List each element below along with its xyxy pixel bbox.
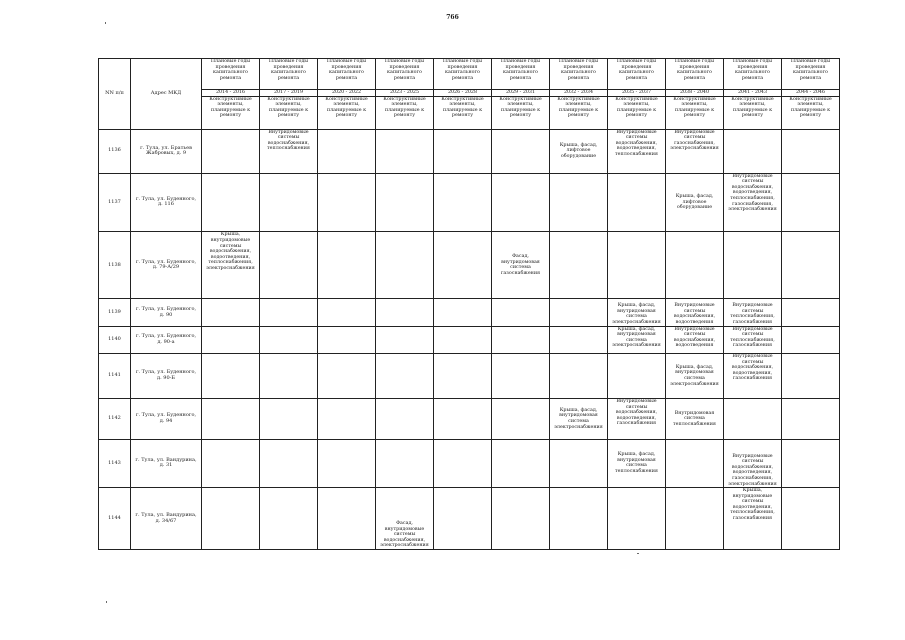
table-row [99, 353, 840, 398]
period-cell [492, 129, 550, 173]
period-cell [550, 173, 608, 232]
period-cell [434, 488, 492, 550]
period-cell [260, 326, 318, 353]
row-number: 1144 [99, 488, 131, 550]
period-cell: Внутридомовые системы водоснабжения, водоотведения, теплоснабжения, газоснабжения, электроснабжения [724, 173, 782, 232]
period-cell [550, 353, 608, 398]
row-address: г. Тула, ул. Буденного, д. 116 [131, 173, 202, 232]
table-row [99, 232, 840, 299]
row-number: 1142 [99, 399, 131, 440]
header-planned-years: Плановые годы проведения капитального ремонта [260, 59, 318, 90]
period-cell [434, 353, 492, 398]
row-number: 1137 [99, 173, 131, 232]
period-cell: Внутридомовые системы водоснабжения, водоотведения, газоснабжения [724, 353, 782, 398]
period-cell [434, 439, 492, 487]
row-address: г. Тула, ул. Вандурина, д. 34/67 [131, 488, 202, 550]
period-cell [318, 353, 376, 398]
row-address: г. Тула, ул. Буденного, д. 79-А/29 [131, 232, 202, 299]
header-elements: Конструктивные элементы, планируемые к ремонту [666, 96, 724, 129]
row-number: 1141 [99, 353, 131, 398]
period-cell [666, 488, 724, 550]
period-cell [318, 232, 376, 299]
row-address: г. Тула, ул. Буденного, д. 90 [131, 299, 202, 326]
period-cell [492, 399, 550, 440]
period-cell [318, 299, 376, 326]
header-elements: Конструктивные элементы, планируемые к ремонту [724, 96, 782, 129]
period-cell [202, 326, 260, 353]
row-address: г. Тула, ул. Вандурина, д. 31 [131, 439, 202, 487]
period-cell [376, 326, 434, 353]
period-cell [376, 173, 434, 232]
header-elements: Конструктивные элементы, планируемые к ремонту [550, 96, 608, 129]
period-cell [608, 353, 666, 398]
header-period: 2023 - 2025 [376, 90, 434, 97]
header-period: 2035 - 2037 [608, 90, 666, 97]
header-elements: Конструктивные элементы, планируемые к ремонту [434, 96, 492, 129]
header-row-periods [99, 90, 840, 97]
period-cell [434, 299, 492, 326]
header-planned-years: Плановые годы проведения капитального ремонта [724, 59, 782, 90]
header-planned-years: Плановые годы проведения капитального ремонта [492, 59, 550, 90]
period-cell: Крыша, фасад, внутридомовая система электроснабжения [608, 326, 666, 353]
period-cell [260, 353, 318, 398]
period-cell: Крыша, фасад, внутридомовая система электроснабжения [608, 299, 666, 326]
period-cell [724, 399, 782, 440]
scan-speck [637, 553, 639, 554]
period-cell [666, 439, 724, 487]
header-period: 2017 - 2019 [260, 90, 318, 97]
table-body [99, 129, 840, 549]
period-cell [376, 299, 434, 326]
header-period: 2041 - 2043 [724, 90, 782, 97]
period-cell [202, 488, 260, 550]
header-planned-years: Плановые годы проведения капитального ремонта [434, 59, 492, 90]
period-cell: Крыша, фасад, внутридомовая система электроснабжения [666, 353, 724, 398]
table-row [99, 299, 840, 326]
period-cell [608, 232, 666, 299]
period-cell [608, 173, 666, 232]
period-cell [492, 488, 550, 550]
header-elements: Конструктивные элементы, планируемые к ремонту [318, 96, 376, 129]
header-planned-years: Плановые годы проведения капитального ремонта [608, 59, 666, 90]
period-cell [666, 232, 724, 299]
header-elements: Конструктивные элементы, планируемые к ремонту [376, 96, 434, 129]
period-cell: Фасад, внутридомовая система газоснабжения [492, 232, 550, 299]
row-address: г. Тула, ул. Буденного, д. 90-Б [131, 353, 202, 398]
period-cell [202, 399, 260, 440]
period-cell: Внутридомовые системы водоснабжения, водоотведения, газоснабжения, электроснабжения [724, 439, 782, 487]
header-period: 2044 - 2046 [782, 90, 840, 97]
period-cell [782, 439, 840, 487]
period-cell [492, 353, 550, 398]
period-cell [376, 232, 434, 299]
row-number: 1138 [99, 232, 131, 299]
period-cell [260, 173, 318, 232]
period-cell: Крыша, внутридомовые системы водоснабжения, водоотведения, теплоснабжения, электроснабжения [202, 232, 260, 299]
period-cell [260, 399, 318, 440]
period-cell [260, 488, 318, 550]
period-cell [318, 439, 376, 487]
scan-speck [105, 22, 106, 24]
table-row [99, 129, 840, 173]
period-cell: Крыша, фасад, лифтовое оборудование [550, 129, 608, 173]
header-planned-years: Плановые годы проведения капитального ремонта [318, 59, 376, 90]
row-address: г. Тула, ул. Буденного, д. 90-а [131, 326, 202, 353]
period-cell [318, 326, 376, 353]
header-period: 2014 - 2016 [202, 90, 260, 97]
table-header [99, 59, 840, 130]
period-cell [260, 299, 318, 326]
period-cell [782, 232, 840, 299]
header-period: 2032 - 2034 [550, 90, 608, 97]
header-elements: Конструктивные элементы, планируемые к ремонту [782, 96, 840, 129]
capital-repair-schedule-table [98, 58, 840, 550]
header-planned-years: Плановые годы проведения капитального ремонта [550, 59, 608, 90]
period-cell [550, 326, 608, 353]
period-cell [724, 129, 782, 173]
page-number: 766 [446, 14, 459, 21]
header-planned-years: Плановые годы проведения капитального ремонта [666, 59, 724, 90]
table-row [99, 326, 840, 353]
header-num: NN п/п [99, 59, 131, 130]
period-cell [782, 353, 840, 398]
period-cell: Внутридомовые системы водоснабжения, водоотведения [666, 326, 724, 353]
row-number: 1140 [99, 326, 131, 353]
header-planned-years: Плановые годы проведения капитального ремонта [376, 59, 434, 90]
period-cell [782, 173, 840, 232]
table-row [99, 399, 840, 440]
period-cell [434, 173, 492, 232]
row-number: 1143 [99, 439, 131, 487]
row-address: г. Тула, ул. Братьев Жабровых, д. 9 [131, 129, 202, 173]
period-cell: Внутридомовые системы водоснабжения, теплоснабжения [260, 129, 318, 173]
header-elements: Конструктивные элементы, планируемые к ремонту [608, 96, 666, 129]
period-cell [434, 399, 492, 440]
period-cell [782, 129, 840, 173]
period-cell [260, 439, 318, 487]
period-cell [492, 326, 550, 353]
table-row [99, 439, 840, 487]
period-cell: Крыша, фасад, лифтовое оборудование [666, 173, 724, 232]
period-cell [550, 439, 608, 487]
period-cell [260, 232, 318, 299]
period-cell: Внутридомовые системы газоснабжения, электроснабжения [666, 129, 724, 173]
row-address: г. Тула, ул. Буденного, д. 94 [131, 399, 202, 440]
period-cell [202, 129, 260, 173]
header-planned-years: Плановые годы проведения капитального ремонта [202, 59, 260, 90]
period-cell [782, 326, 840, 353]
period-cell [202, 439, 260, 487]
header-period: 2020 - 2022 [318, 90, 376, 97]
period-cell [318, 399, 376, 440]
period-cell: Внутридомовые системы теплоснабжения, газоснабжения [724, 326, 782, 353]
period-cell [202, 173, 260, 232]
header-row-planned-years [99, 59, 840, 90]
period-cell [492, 173, 550, 232]
row-number: 1139 [99, 299, 131, 326]
period-cell [608, 488, 666, 550]
period-cell: Внутридомовые системы водоснабжения, водоотведения, газоснабжения [608, 399, 666, 440]
period-cell [550, 299, 608, 326]
period-cell [724, 232, 782, 299]
period-cell [492, 439, 550, 487]
header-period: 2038 - 2040 [666, 90, 724, 97]
period-cell [318, 173, 376, 232]
period-cell: Крыша, внутридомовые системы водоотведения, теплоснабжения, газоснабжения [724, 488, 782, 550]
period-cell [782, 488, 840, 550]
period-cell [434, 232, 492, 299]
period-cell [434, 129, 492, 173]
scan-speck [106, 601, 107, 603]
header-period: 2026 - 2028 [434, 90, 492, 97]
period-cell [434, 326, 492, 353]
period-cell [492, 299, 550, 326]
period-cell [376, 399, 434, 440]
header-period: 2029 - 2031 [492, 90, 550, 97]
period-cell [782, 299, 840, 326]
period-cell [202, 299, 260, 326]
period-cell: Внутридомовые системы водоснабжения, водоотведения, теплоснабжения [608, 129, 666, 173]
period-cell [376, 353, 434, 398]
row-number: 1136 [99, 129, 131, 173]
period-cell [202, 353, 260, 398]
period-cell [782, 399, 840, 440]
header-planned-years: Плановые годы проведения капитального ремонта [782, 59, 840, 90]
period-cell: Крыша, фасад, внутридомовая система теплоснабжения [608, 439, 666, 487]
header-elements: Конструктивные элементы, планируемые к ремонту [202, 96, 260, 129]
header-elements: Конструктивные элементы, планируемые к ремонту [260, 96, 318, 129]
period-cell [376, 129, 434, 173]
table-row [99, 173, 840, 232]
header-elements: Конструктивные элементы, планируемые к ремонту [492, 96, 550, 129]
period-cell [318, 129, 376, 173]
header-address: Адрес МКД [131, 59, 202, 130]
period-cell [550, 232, 608, 299]
period-cell: Внутридомовые системы водоснабжения, водоотведения [666, 299, 724, 326]
period-cell: Фасад, внутридомовые системы водоснабжения, электроснабжения [376, 488, 434, 550]
period-cell: Крыша, фасад, внутридомовая система электроснабжения [550, 399, 608, 440]
period-cell: Внутридомовые системы теплоснабжения, газоснабжения [724, 299, 782, 326]
period-cell [376, 439, 434, 487]
header-row-elements [99, 96, 840, 129]
period-cell [550, 488, 608, 550]
period-cell [318, 488, 376, 550]
period-cell: Внутридомовая система теплоснабжения [666, 399, 724, 440]
table-row [99, 488, 840, 550]
